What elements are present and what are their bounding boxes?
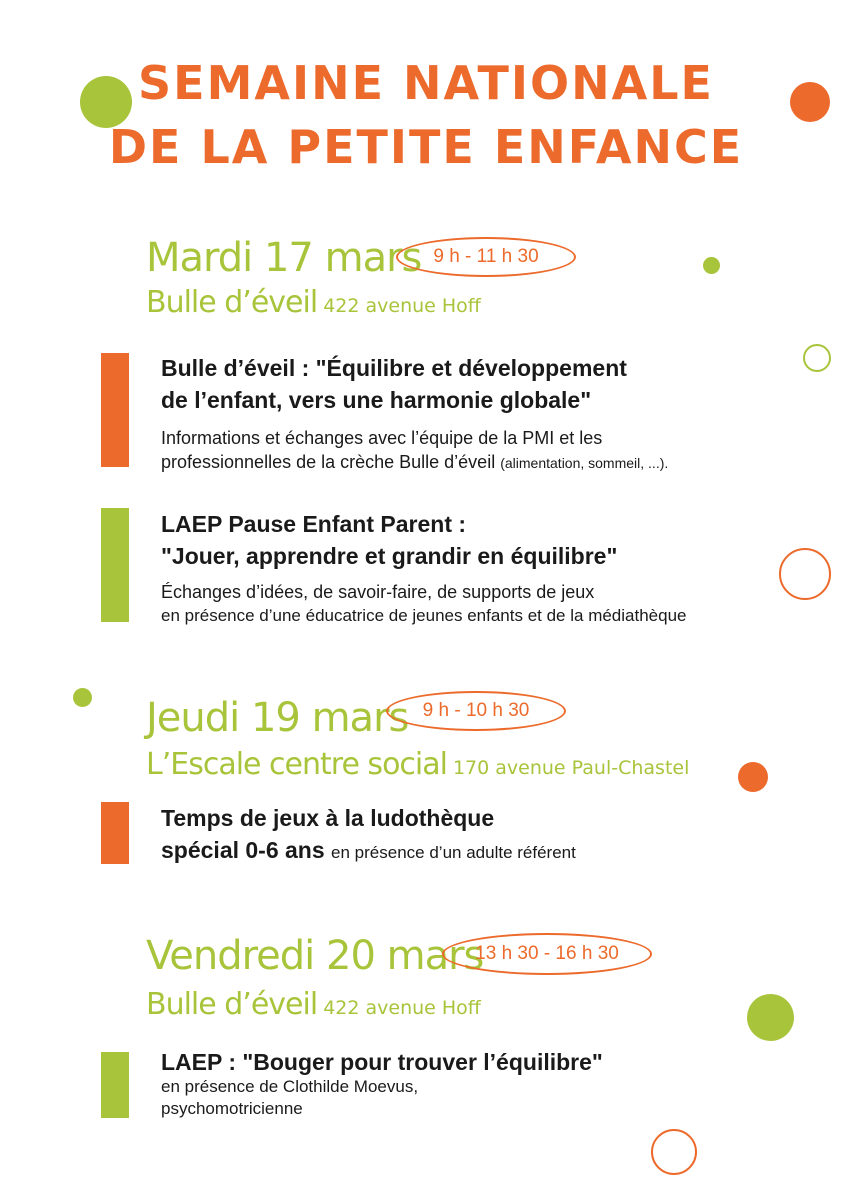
- event-description-line: Informations et échanges avec l’équipe de la PMI et les: [161, 428, 603, 448]
- event-title-line: [161, 834, 576, 869]
- event-description-line: en présence d’une éducatrice de jeunes enfants et de la médiathèque: [161, 606, 687, 625]
- event-marker-bar: [101, 508, 129, 622]
- time-badge: 9 h - 11 h 30: [396, 237, 576, 277]
- time-badge: 9 h - 10 h 30: [386, 691, 566, 731]
- event-title-line: Temps de jeux à la ludothèque: [161, 805, 495, 831]
- location-line: [146, 987, 481, 1022]
- location-name: L’Escale centre social: [146, 747, 447, 782]
- orange-ring-decoration: [779, 548, 831, 600]
- green-dot-decoration: [73, 688, 92, 707]
- event-description-line: en présence de Clothilde Moevus,: [161, 1077, 419, 1096]
- event-title-line: "Jouer, apprendre et grandir en équilibre": [161, 543, 618, 569]
- location-address: 422 avenue Hoff: [323, 997, 481, 1019]
- day-heading: Jeudi 19 mars: [146, 695, 409, 741]
- event-title-emphasis: spécial 0-6 ans: [161, 837, 325, 863]
- day-heading: Vendredi 20 mars: [146, 933, 484, 979]
- event-title-line: Bulle d’éveil : "Équilibre et développement: [161, 355, 627, 381]
- day-heading: Mardi 17 mars: [146, 235, 422, 281]
- page-title-line1: SEMAINE NATIONALE: [138, 56, 714, 110]
- location-line: [146, 747, 690, 782]
- green-ring-decoration: [803, 344, 831, 372]
- green-dot-decoration: [703, 257, 720, 274]
- location-address: 422 avenue Hoff: [323, 295, 481, 317]
- event-title-line: de l’enfant, vers une harmonie globale": [161, 387, 592, 413]
- orange-ring-decoration: [651, 1129, 697, 1175]
- orange-dot-decoration: [738, 762, 768, 792]
- location-name: Bulle d’éveil: [146, 285, 318, 320]
- event-marker-bar: [101, 802, 129, 864]
- event-marker-bar: [101, 1052, 129, 1118]
- event-description-line: psychomotricienne: [161, 1099, 303, 1118]
- event-description-line: Échanges d’idées, de savoir-faire, de supports de jeux: [161, 582, 595, 602]
- event-title-note: en présence d’un adulte référent: [331, 843, 576, 862]
- green-dot-decoration: [747, 994, 794, 1041]
- event-description-text: professionnelles de la crèche Bulle d’éveil: [161, 452, 496, 472]
- event-title-line: LAEP Pause Enfant Parent :: [161, 511, 467, 537]
- page-title-line2: DE LA PETITE ENFANCE: [108, 120, 744, 174]
- event-marker-bar: [101, 353, 129, 467]
- event-description-line: [161, 450, 668, 475]
- location-line: [146, 285, 481, 320]
- location-name: Bulle d’éveil: [146, 987, 318, 1022]
- event-description-note: (alimentation, sommeil, ...).: [500, 455, 669, 471]
- location-address: 170 avenue Paul-Chastel: [452, 757, 690, 779]
- time-badge: 13 h 30 - 16 h 30: [442, 933, 652, 975]
- event-title-line: LAEP : "Bouger pour trouver l’équilibre": [161, 1049, 603, 1075]
